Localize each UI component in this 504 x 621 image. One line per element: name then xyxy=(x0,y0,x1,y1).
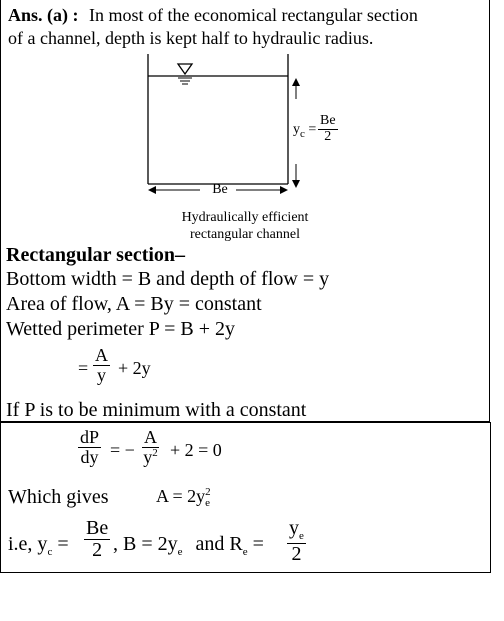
answer-text-2: of a channel, depth is kept half to hydraulic radius. xyxy=(8,28,374,48)
left-arrow-icon xyxy=(148,186,156,194)
be-over-2-fraction: $\frac{Be}{2}$ xyxy=(86,517,109,561)
water-level-icon xyxy=(178,64,192,74)
area-equation: A = 2y 2 e xyxy=(156,485,211,509)
dp-eq: = − xyxy=(110,440,135,460)
body-line-2: Area of flow, A = By = constant xyxy=(6,293,262,315)
eq1-suffix: + 2y xyxy=(118,358,151,378)
answer-text-1: In most of the economical rectangular section xyxy=(89,5,418,25)
a-over-y2-fraction: $\frac{A}{y^2}$ xyxy=(143,427,158,467)
body-line-4: If P is to be minimum with a constant xyxy=(6,399,307,421)
which-gives-label: Which gives xyxy=(8,486,109,508)
eq1-prefix: = xyxy=(78,358,89,378)
figure-caption-1: Hydraulically efficient xyxy=(181,210,309,225)
eq1-fraction: $\frac{A}{y}$ xyxy=(95,345,108,385)
b-equation: , $B = 2y_e$ and $R_e$ = xyxy=(113,533,264,558)
answer-line-1 xyxy=(8,5,418,26)
down-arrow-icon xyxy=(292,180,300,188)
depth-label: $y_c$ = xyxy=(293,122,317,140)
ie-prefix: i.e, $y_c$ = xyxy=(8,533,69,558)
right-arrow-icon xyxy=(280,186,288,194)
dp-suffix: + 2 = 0 xyxy=(170,440,222,460)
width-label: Be xyxy=(212,182,228,197)
depth-fraction: $\frac{Be}{2}$ xyxy=(320,113,336,144)
dp-dy-fraction: $\frac{dP}{dy}$ xyxy=(80,427,100,467)
figure-caption-2: rectangular channel xyxy=(190,227,300,242)
answer-label: Ans. (a) : xyxy=(8,5,79,25)
body-line-1: Bottom width = B and depth of flow = y xyxy=(6,268,330,290)
ye-over-2-fraction: $\frac{y_e}{2}$ xyxy=(289,517,304,565)
section-heading: Rectangular section– xyxy=(6,244,186,266)
up-arrow-icon xyxy=(292,78,300,86)
body-line-3: Wetted perimeter P = B + 2y xyxy=(6,318,236,340)
